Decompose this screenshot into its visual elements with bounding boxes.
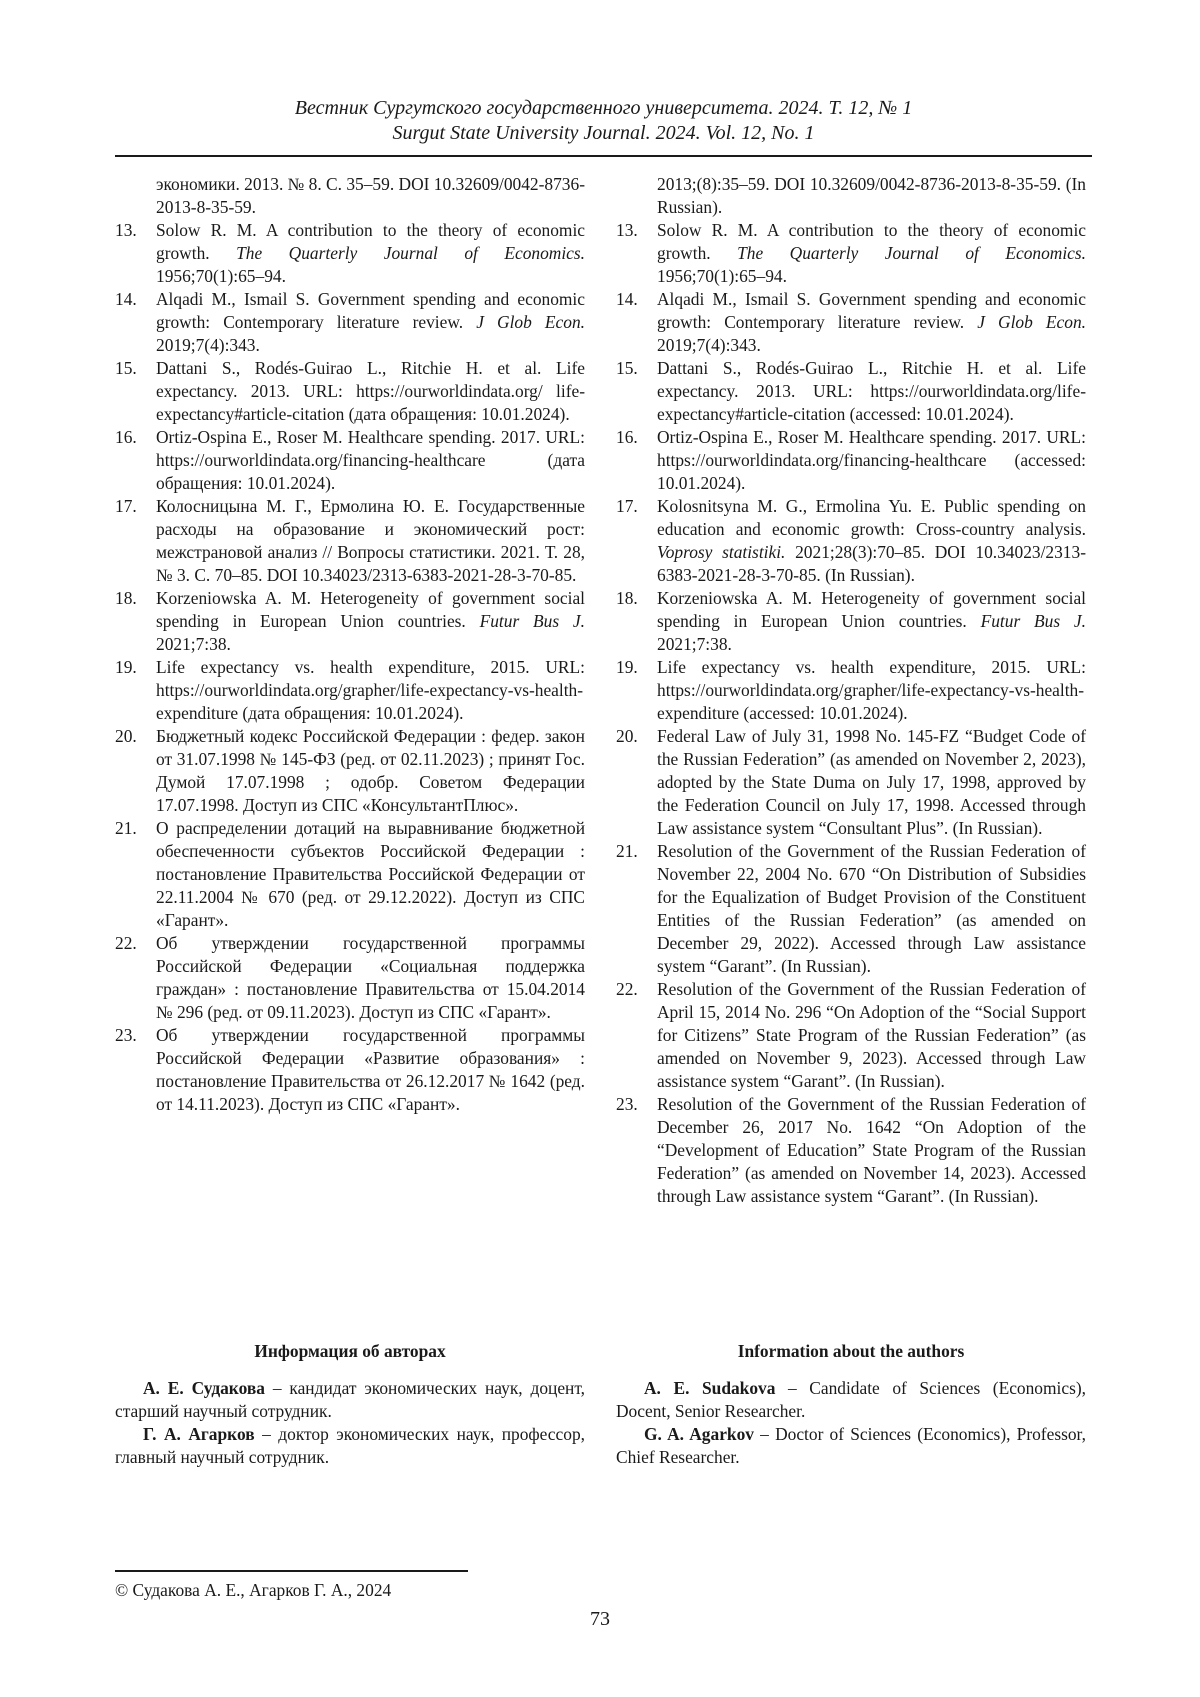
authors-ru [115,1340,585,1469]
reference-main: Solow R. M. A contribution to the theory of economic growth. [156,220,585,263]
reference-number: 18. [616,587,638,610]
reference-main: Solow R. M. A contribution to the theory of economic growth. [657,220,1086,263]
author-entry [616,1423,1086,1469]
reference-text [156,357,585,426]
reference-source: Futur Bus J. [981,611,1086,631]
reference-text [156,587,585,656]
reference-tail: 2019;7(4):343. [156,335,260,355]
reference-item [616,587,1086,656]
reference-number: 16. [115,426,137,449]
reference-main: Federal Law of July 31, 1998 No. 145-FZ “Budget Code of the Russian Federation” (as amended on November 2, 2023), adopted by the State Duma on July 17, 1998, approved by the Federation Council on July 17, 1998. Accessed through Law assistance system “Consultant Plus”. (In Russian). [657,726,1086,838]
reference-text [156,932,585,1024]
reference-item [115,932,585,1024]
reference-number: 17. [616,495,638,518]
reference-continuation [616,173,1086,219]
reference-text [657,357,1086,426]
authors-heading: Information about the authors [616,1340,1086,1363]
reference-number: 16. [616,426,638,449]
reference-item [115,495,585,587]
header-rule [115,155,1092,157]
reference-source: J Glob Econ. [977,312,1086,332]
reference-item [115,817,585,932]
reference-text [156,219,585,288]
reference-text [657,840,1086,978]
reference-main: Life expectancy vs. health expenditure, 2015. URL: https://ourworldindata.org/grapher/life-expectancy-vs-health-expenditure (дата обращения: 10.01.2024). [156,657,585,723]
reference-item [616,357,1086,426]
reference-text [657,495,1086,587]
reference-item [115,587,585,656]
reference-item [616,219,1086,288]
reference-text [156,725,585,817]
reference-text [657,426,1086,495]
reference-main: Колосницына М. Г., Ермолина Ю. Е. Государственные расходы на образование и экономический рост: межстрановой анализ // Вопросы статистики. 2021. Т. 28, № 3. С. 70–85. DOI 10.34023/2313-6383-2021-28-3-70-85. [156,496,585,585]
reference-number: 14. [616,288,638,311]
reference-text: 2013;(8):35–59. DOI 10.32609/0042-8736-2013-8-35-59. (In Russian). [657,173,1086,219]
reference-tail: 2021;28(3):70–85. DOI 10.34023/2313-6383-2021-28-3-70-85. (In Russian). [657,542,1086,585]
reference-text [657,288,1086,357]
reference-tail: 2021;7:38. [156,634,231,654]
reference-main: Об утверждении государственной программы Российской Федерации «Социальная поддержка граждан» : постановление Правительства от 15.04.2014 № 296 (ред. от 09.11.2023). Доступ из СПС «Гарант». [156,933,585,1022]
reference-number: 18. [115,587,137,610]
reference-item [616,725,1086,840]
reference-item [616,495,1086,587]
reference-item [115,219,585,288]
reference-number: 21. [616,840,638,863]
author-description: – кандидат экономических наук, доцент, старший научный сотрудник. [115,1378,585,1421]
reference-number: 13. [115,219,137,242]
reference-number: 22. [616,978,638,1001]
header-line-ru: Вестник Сургутского государственного университета. 2024. Т. 12, № 1 [115,96,1092,121]
reference-main: Бюджетный кодекс Российской Федерации : федер. закон от 31.07.1998 № 145-ФЗ (ред. от 02.11.2023) ; принят Гос. Думой 17.07.1998 ; одобр. Советом Федерации 17.07.1998. Доступ из СПС «КонсультантПлюс». [156,726,585,815]
footnote-rule [115,1570,468,1572]
reference-main: О распределении дотаций на выравнивание бюджетной обеспеченности субъектов Российской Федерации : постановление Правительства Российской Федерации от 22.11.2004 № 670 (ред. от 29.12.2022). Доступ из СПС «Гарант». [156,818,585,930]
author-description: – доктор экономических наук, профессор, главный научный сотрудник. [115,1424,585,1467]
reference-item [115,426,585,495]
author-name: A. E. Sudakova [644,1378,775,1398]
reference-text [657,587,1086,656]
reference-main: Ortiz-Ospina E., Roser M. Healthcare spending. 2017. URL: https://ourworldindata.org/financing-healthcare (дата обращения: 10.01.2024). [156,427,585,493]
references-en [616,173,1086,1208]
reference-number: 23. [115,1024,137,1047]
reference-source: Futur Bus J. [480,611,585,631]
reference-main: Alqadi M., Ismail S. Government spending and economic growth: Contemporary literature review. [657,289,1086,332]
reference-number: 17. [115,495,137,518]
reference-item [616,288,1086,357]
reference-main: Об утверждении государственной программы Российской Федерации «Развитие образования» : постановление Правительства от 26.12.2017 № 1642 (ред. от 14.11.2023). Доступ из СПС «Гарант». [156,1025,585,1114]
authors-en [616,1340,1086,1469]
reference-text [156,1024,585,1116]
reference-text [657,978,1086,1093]
reference-text [657,656,1086,725]
reference-main: Resolution of the Government of the Russian Federation of December 26, 2017 No. 1642 “On Adoption of the “Development of Education” State Program of the Russian Federation” (as amended on November 14, 2023). Accessed through Law assistance system “Garant”. (In Russian). [657,1094,1086,1206]
reference-number: 14. [115,288,137,311]
author-entry [115,1423,585,1469]
reference-text [156,817,585,932]
references-ru [115,173,585,1116]
reference-number: 23. [616,1093,638,1116]
reference-tail: 2019;7(4):343. [657,335,761,355]
reference-tail: 1956;70(1):65–94. [156,266,286,286]
reference-main: Resolution of the Government of the Russian Federation of November 22, 2004 No. 670 “On Distribution of Subsidies for the Equalization of Budget Provision of the Constituent Entities of the Russian Federation” (as amended on December 29, 2022). Accessed through Law assistance system “Garant”. (In Russian). [657,841,1086,976]
reference-source: Voprosy statistiki. [657,542,785,562]
reference-item [115,288,585,357]
reference-item [115,1024,585,1116]
reference-source: J Glob Econ. [476,312,585,332]
reference-number: 19. [115,656,137,679]
author-name: G. A. Agarkov [644,1424,754,1444]
reference-continuation [115,173,585,219]
reference-number: 13. [616,219,638,242]
reference-item [115,357,585,426]
reference-item [115,656,585,725]
running-header [115,96,1092,146]
author-description: – Candidate of Sciences (Economics), Docent, Senior Researcher. [616,1378,1086,1421]
reference-main: Alqadi M., Ismail S. Government spending and economic growth: Contemporary literature review. [156,289,585,332]
author-name: Г. А. Агарков [143,1424,255,1444]
reference-item [616,840,1086,978]
reference-main: Korzeniowska A. M. Heterogeneity of government social spending in European Union countries. [156,588,585,631]
reference-text: экономики. 2013. № 8. С. 35–59. DOI 10.32609/0042-8736-2013-8-35-59. [156,173,585,219]
reference-main: Dattani S., Rodés-Guirao L., Ritchie H. et al. Life expectancy. 2013. URL: https://ourworldindata.org/ life-expectancy#article-citation (дата обращения: 10.01.2024). [156,358,585,424]
header-line-en: Surgut State University Journal. 2024. Vol. 12, No. 1 [115,121,1092,146]
author-name: А. Е. Судакова [143,1378,265,1398]
reference-number: 20. [616,725,638,748]
reference-tail: 2021;7:38. [657,634,732,654]
reference-main: Life expectancy vs. health expenditure, 2015. URL: https://ourworldindata.org/grapher/life-expectancy-vs-health-expenditure (accessed: 10.01.2024). [657,657,1086,723]
author-description: – Doctor of Sciences (Economics), Professor, Chief Researcher. [616,1424,1086,1467]
reference-number: 15. [616,357,638,380]
reference-text [657,1093,1086,1208]
reference-text [156,656,585,725]
reference-item [616,978,1086,1093]
reference-main: Dattani S., Rodés-Guirao L., Ritchie H. et al. Life expectancy. 2013. URL: https://ourworldindata.org/life-expectancy#article-citation (accessed: 10.01.2024). [657,358,1086,424]
reference-item [616,426,1086,495]
reference-item [616,656,1086,725]
reference-text [156,426,585,495]
reference-text [156,288,585,357]
authors-heading: Информация об авторах [115,1340,585,1363]
page-number: 73 [0,1608,1200,1631]
reference-number: 22. [115,932,137,955]
author-entry [616,1377,1086,1423]
reference-source: The Quarterly Journal of Economics. [236,243,585,263]
reference-text [657,725,1086,840]
reference-number: 19. [616,656,638,679]
reference-main: Ortiz-Ospina E., Roser M. Healthcare spending. 2017. URL: https://ourworldindata.org/financing-healthcare (accessed: 10.01.2024). [657,427,1086,493]
reference-main: Resolution of the Government of the Russian Federation of April 15, 2014 No. 296 “On Adoption of the “Social Support for Citizens” State Program of the Russian Federation” (as amended on November 9, 2023). Accessed through Law assistance system “Garant”. (In Russian). [657,979,1086,1091]
copyright-notice: © Судакова А. Е., Агарков Г. А., 2024 [115,1580,391,1601]
author-entry [115,1377,585,1423]
reference-item [115,725,585,817]
reference-text [657,219,1086,288]
reference-main: Korzeniowska A. M. Heterogeneity of government social spending in European Union countries. [657,588,1086,631]
reference-tail: 1956;70(1):65–94. [657,266,787,286]
reference-number: 15. [115,357,137,380]
journal-page [0,0,1200,1697]
reference-item [616,1093,1086,1208]
reference-number: 21. [115,817,137,840]
reference-main: Kolosnitsyna M. G., Ermolina Yu. E. Public spending on education and economic growth: Cross-country analysis. [657,496,1086,539]
reference-text [156,495,585,587]
reference-source: The Quarterly Journal of Economics. [737,243,1086,263]
reference-number: 20. [115,725,137,748]
